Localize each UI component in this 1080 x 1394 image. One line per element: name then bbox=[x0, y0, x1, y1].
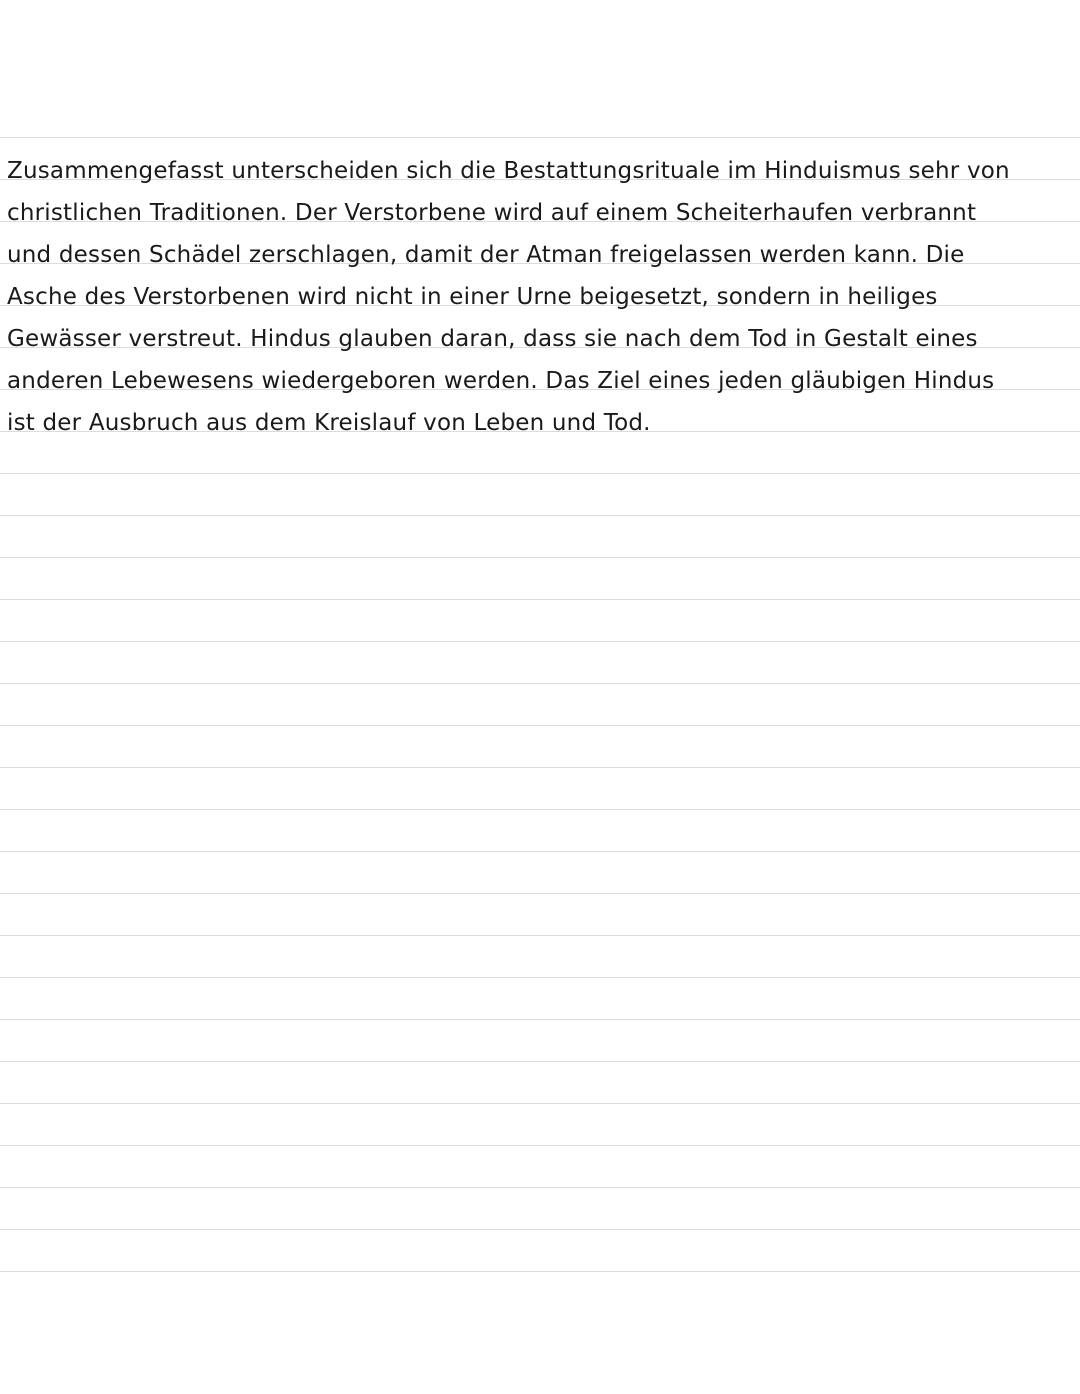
text-line: anderen Lebewesens wiedergeboren werden. Das Ziel eines jeden gläubigen Hindus bbox=[7, 368, 995, 394]
text-line: ist der Ausbruch aus dem Kreislauf von Leben und Tod. bbox=[7, 410, 651, 436]
summary-paragraph bbox=[7, 150, 1067, 444]
text-line: christlichen Traditionen. Der Verstorbene wird auf einem Scheiterhaufen verbrannt bbox=[7, 200, 977, 226]
text-line: Asche des Verstorbenen wird nicht in einer Urne beigesetzt, sondern in heiliges bbox=[7, 284, 938, 310]
text-line: Zusammengefasst unterscheiden sich die Bestattungsrituale im Hinduismus sehr von bbox=[7, 158, 1010, 184]
text-line: und dessen Schädel zerschlagen, damit der Atman freigelassen werden kann. Die bbox=[7, 242, 965, 268]
text-line: Gewässer verstreut. Hindus glauben daran, dass sie nach dem Tod in Gestalt eines bbox=[7, 326, 978, 352]
